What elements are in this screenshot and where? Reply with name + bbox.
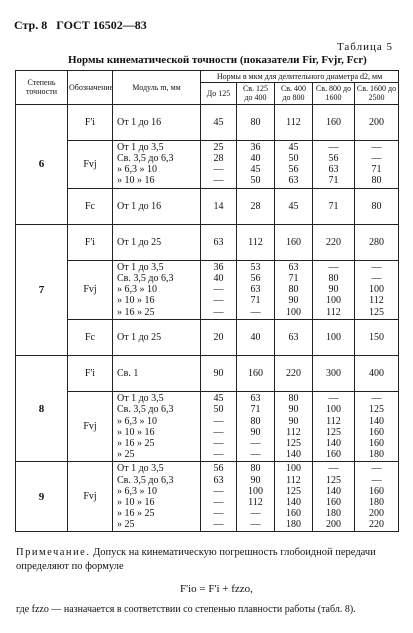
- value-cell: 36 40 — — —: [201, 260, 237, 319]
- value-cell: — — 71 80: [355, 140, 399, 188]
- designation-cell: F'i: [68, 356, 113, 392]
- accuracy-step: 8: [16, 356, 68, 462]
- value-cell: 14: [201, 188, 237, 224]
- designation-cell: Fc: [68, 319, 113, 355]
- value-cell: 220: [313, 224, 355, 260]
- value-cell: 150: [355, 319, 399, 355]
- value-cell: 45: [275, 188, 313, 224]
- module-cell: Св. 1: [113, 356, 201, 392]
- module-cell: От 1 до 16: [113, 104, 201, 140]
- value-cell: 100: [313, 319, 355, 355]
- value-cell: 400: [355, 356, 399, 392]
- value-cell: 28: [237, 188, 275, 224]
- designation-cell: Fc: [68, 188, 113, 224]
- note-label: Примечание.: [16, 547, 91, 558]
- value-cell: — 100 112 125 140 160: [313, 392, 355, 462]
- module-cell: От 1 до 16: [113, 188, 201, 224]
- accuracy-step: 9: [16, 462, 68, 532]
- designation-cell: Fvj: [68, 462, 113, 532]
- value-cell: 25 28 — —: [201, 140, 237, 188]
- table-row: [16, 188, 399, 224]
- value-cell: 80: [355, 188, 399, 224]
- value-cell: — 125 140 160 160 180: [355, 392, 399, 462]
- value-cell: 280: [355, 224, 399, 260]
- value-cell: 40: [237, 319, 275, 355]
- accuracy-step: 7: [16, 224, 68, 355]
- value-cell: 220: [275, 356, 313, 392]
- accuracy-table: [15, 70, 399, 532]
- value-cell: 100 112 125 140 160 180: [275, 462, 313, 532]
- table-row: [16, 224, 399, 260]
- value-cell: 160: [275, 224, 313, 260]
- module-cell: От 1 до 25: [113, 319, 201, 355]
- value-cell: 160: [237, 356, 275, 392]
- designation-cell: Fvj: [68, 140, 113, 188]
- table-row: [16, 319, 399, 355]
- table-note: [16, 546, 402, 574]
- module-cell: От 1 до 3,5 Св. 3,5 до 6,3 » 6,3 » 10 » 10 » 16 » 16 » 25 » 25: [113, 392, 201, 462]
- module-cell: От 1 до 25: [113, 224, 201, 260]
- table-row: [16, 462, 399, 532]
- value-cell: 112: [237, 224, 275, 260]
- value-cell: 160: [313, 104, 355, 140]
- module-cell: От 1 до 3,5 Св. 3,5 до 6,3 » 6,3 » 10 » 10 » 16 » 16 » 25: [113, 260, 201, 319]
- value-cell: 80 90 90 112 125 140: [275, 392, 313, 462]
- value-cell: 112: [275, 104, 313, 140]
- value-cell: 80 90 100 112 — —: [237, 462, 275, 532]
- table-number: Таблица 5: [336, 41, 393, 53]
- value-cell: — 56 63 71: [313, 140, 355, 188]
- designation-cell: F'i: [68, 224, 113, 260]
- value-cell: 56 63 — — — —: [201, 462, 237, 532]
- value-cell: 45 50 56 63: [275, 140, 313, 188]
- col-d2: Св. 125 до 400: [237, 83, 275, 104]
- table-row: [16, 104, 399, 140]
- value-cell: 200: [355, 104, 399, 140]
- designation-cell: Fvj: [68, 392, 113, 462]
- table-row: [16, 356, 399, 392]
- col-d4: Св. 800 до 1600: [313, 83, 355, 104]
- designation-cell: Fvj: [68, 260, 113, 319]
- value-cell: 45: [201, 104, 237, 140]
- value-cell: 90: [201, 356, 237, 392]
- value-cell: 45 50 — — — —: [201, 392, 237, 462]
- col-group: Нормы в мкм для делительного диаметра d2, мм: [201, 71, 399, 83]
- page-header: [14, 18, 153, 33]
- value-cell: 20: [201, 319, 237, 355]
- value-cell: 53 56 63 71 —: [237, 260, 275, 319]
- designation-cell: F'i: [68, 104, 113, 140]
- col-d3: Св. 400 до 800: [275, 83, 313, 104]
- value-cell: 63: [201, 224, 237, 260]
- value-cell: 71: [313, 188, 355, 224]
- col-step: Степень точности: [16, 71, 68, 105]
- value-cell: 80: [237, 104, 275, 140]
- value-cell: 63: [275, 319, 313, 355]
- value-cell: 63 71 80 90 — —: [237, 392, 275, 462]
- standard-code: ГОСТ 16502—83: [56, 18, 147, 32]
- col-module: Модуль m, мм: [113, 71, 201, 105]
- value-cell: — — 160 180 200 220: [355, 462, 399, 532]
- note-footer: где fzzo — назначается в соответствии со степенью плавности работы (табл. 8).: [16, 604, 356, 615]
- table-row: [16, 392, 399, 462]
- value-cell: 300: [313, 356, 355, 392]
- module-cell: От 1 до 3,5 Св. 3,5 до 6,3 » 6,3 » 10 » 10 » 16 » 16 » 25 » 25: [113, 462, 201, 532]
- page-number: Стр. 8: [14, 18, 48, 32]
- value-cell: — 80 90 100 112: [313, 260, 355, 319]
- value-cell: 63 71 80 90 100: [275, 260, 313, 319]
- note-formula: F'io = F'i + fzzo,: [180, 583, 253, 595]
- table-row: [16, 260, 399, 319]
- col-designation: Обозначение: [68, 71, 113, 105]
- col-d1: До 125: [201, 83, 237, 104]
- value-cell: — — 100 112 125: [355, 260, 399, 319]
- module-cell: От 1 до 3,5 Св. 3,5 до 6,3 » 6,3 » 10 » 10 » 16: [113, 140, 201, 188]
- table-row: [16, 140, 399, 188]
- table-title: Нормы кинематической точности (показатели Fir, Fvjr, Fcr): [68, 54, 367, 66]
- value-cell: — 125 140 160 180 200: [313, 462, 355, 532]
- value-cell: 36 40 45 50: [237, 140, 275, 188]
- note-text: Допуск на кинематическую погрешность глобоидной передачи определяют по формуле: [16, 547, 376, 572]
- accuracy-step: 6: [16, 104, 68, 224]
- col-d5: Св. 1600 до 2500: [355, 83, 399, 104]
